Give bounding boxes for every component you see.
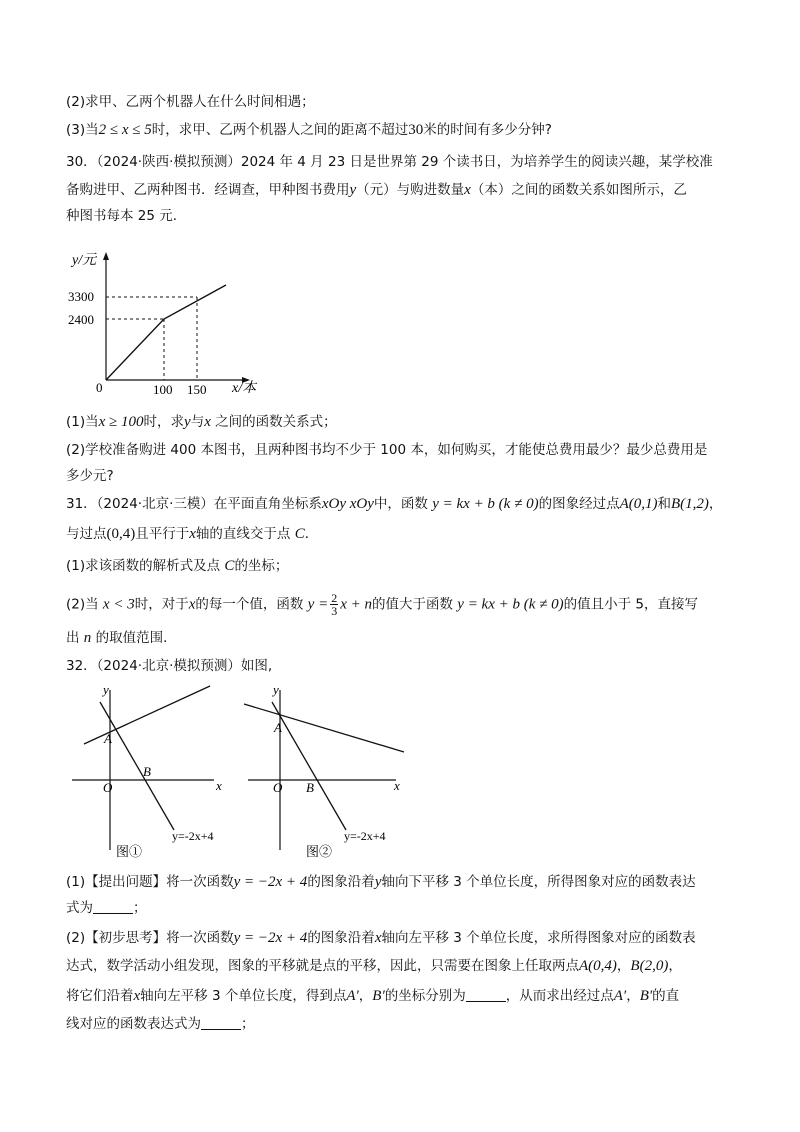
q30-part1 — [66, 412, 337, 432]
math: x — [133, 988, 141, 1004]
text: 轴的直线交于点 — [195, 526, 295, 542]
origin-label: O — [103, 780, 113, 795]
text: 的图象经过点 — [538, 496, 620, 512]
q32-figure-2 — [236, 680, 418, 864]
math: B′ — [639, 988, 653, 1004]
math: y — [184, 414, 191, 430]
point-B-label: B — [143, 764, 151, 779]
text: ， — [358, 988, 373, 1004]
text: 32．（2024·北京·模拟预测）如图, — [66, 658, 273, 674]
q31-part2-line2 — [66, 628, 177, 648]
falling-line — [100, 702, 174, 830]
text: 的取值范围． — [91, 630, 177, 646]
text: 米的时间有多少分钟? — [423, 122, 552, 138]
x-axis-label: x/本 — [232, 381, 257, 396]
point-B-label: B — [306, 780, 314, 795]
text: 的坐标分别为 — [384, 988, 466, 1004]
point-A-label: A — [104, 731, 112, 746]
q30-part2-line2 — [66, 466, 114, 486]
q30-stem-line1 — [66, 152, 713, 172]
math: y = −2x + 4 — [233, 874, 308, 890]
text: (1)求该函数的解析式及点 — [66, 558, 225, 574]
text: (2)当 — [66, 596, 103, 613]
math: y = — [307, 596, 329, 613]
math: x — [189, 526, 196, 542]
q31-part2-line1 — [66, 592, 698, 617]
text: 的每一个值，函数 — [195, 596, 308, 613]
text: ． — [304, 526, 319, 542]
text: 时，求 — [143, 414, 185, 430]
text: 时，对于 — [134, 596, 189, 613]
math: 30 — [408, 122, 424, 138]
text: 且平行于 — [135, 526, 190, 542]
text: （元）与购进数量 — [356, 182, 465, 198]
math: B(1,2) — [670, 496, 709, 512]
text: ， — [708, 496, 723, 512]
cost-line — [106, 285, 226, 380]
text: 线对应的函数表达式为 — [66, 1016, 201, 1032]
q30-stem-line3 — [66, 206, 186, 226]
q29-part3 — [66, 120, 552, 140]
tick-100: 100 — [153, 382, 173, 397]
y-label: y — [273, 682, 279, 697]
text: ， — [626, 988, 640, 1004]
math: A(0,1) — [619, 496, 658, 512]
q30-part2-line1 — [66, 440, 707, 460]
fraction — [330, 592, 338, 617]
text: 出 — [66, 630, 84, 646]
q32-stem — [66, 656, 272, 676]
origin-label: 0 — [96, 380, 103, 395]
math: B′ — [372, 988, 385, 1004]
x-label: x — [216, 778, 222, 793]
math: x — [374, 930, 382, 946]
math: A′ — [346, 988, 359, 1004]
tick-3300: 3300 — [68, 289, 94, 304]
math: y = −2x + 4 — [233, 930, 308, 946]
text: （本）之间的函数关系如图所示，乙 — [470, 182, 687, 198]
x-label: x — [394, 778, 400, 793]
text: 的值且小于 5，直接写 — [563, 596, 699, 613]
text: ，从而求出经过点 — [505, 988, 614, 1004]
q29-part2 — [66, 92, 315, 112]
text: 式为 — [66, 900, 93, 916]
figure-caption: 图② — [306, 844, 333, 859]
y-axis-arrow — [103, 252, 109, 260]
text: (3)当 — [66, 122, 99, 138]
math: xOy xOy — [321, 496, 374, 512]
math: x — [464, 182, 471, 198]
falling-line — [272, 702, 346, 830]
text: 的直 — [652, 988, 680, 1004]
q32-part2-line4 — [66, 1014, 255, 1034]
answer-blank[interactable] — [466, 987, 506, 1002]
text: 种图书每本 25 元． — [66, 208, 187, 224]
text: 之间的函数关系式； — [210, 414, 337, 430]
math: y — [374, 874, 382, 890]
text: 31．（2024·北京·三模）在平面直角坐标系 — [66, 496, 322, 512]
tick-2400: 2400 — [68, 312, 94, 327]
math: C — [224, 558, 235, 574]
text: (2)学校准备购进 400 本图书，且两种图书均不少于 100 本，如何购买，才能使总费用最少？最少总费用是 — [66, 442, 708, 458]
text: 将它们沿着 — [66, 988, 134, 1004]
denominator: 3 — [331, 604, 338, 618]
text: 时，求甲、乙两个机器人之间的距离不超过 — [151, 122, 409, 138]
text: ； — [133, 900, 147, 916]
y-axis-label: y/元 — [72, 253, 97, 268]
answer-blank[interactable] — [93, 899, 133, 914]
text: 轴向下平移 3 个单位长度，所得图象对应的函数表达 — [381, 874, 696, 890]
shallow-line — [244, 704, 404, 752]
math: B(2,0) — [630, 958, 669, 974]
math: C — [294, 526, 305, 542]
text: 与 — [190, 414, 205, 430]
math: x — [188, 596, 196, 613]
q29-part2-text: (2)求甲、乙两个机器人在什么时间相遇； — [66, 94, 315, 110]
y-label: y — [103, 682, 109, 697]
answer-blank[interactable] — [201, 1015, 241, 1030]
text: 和 — [657, 496, 671, 512]
math: A′ — [613, 988, 627, 1004]
math: x + n — [340, 596, 372, 613]
figure-caption: 图① — [116, 844, 143, 859]
math: y = kx + b (k ≠ 0) — [432, 496, 539, 512]
q32-figure-1 — [66, 680, 252, 864]
text: 的坐标； — [234, 558, 289, 574]
text: 的图象沿着 — [307, 930, 375, 946]
q31-stem-line2 — [66, 524, 318, 544]
line-equation-label: y=-2x+4 — [344, 829, 386, 843]
origin-label: O — [273, 780, 283, 795]
text: (1)当 — [66, 414, 99, 430]
text: 轴向左平移 3 个单位长度，得到点 — [140, 988, 347, 1004]
math: x < 3 — [102, 596, 135, 613]
q30-graph — [66, 244, 276, 400]
text: 轴向左平移 3 个单位长度，求所得图象对应的函数表 — [381, 930, 696, 946]
text: 与过点 — [66, 526, 107, 542]
q32-part2-line2 — [66, 956, 682, 976]
text: 的值大于函数 — [371, 596, 458, 613]
q32-part2-line1 — [66, 928, 696, 948]
math: x ≥ 100 — [98, 414, 144, 430]
text: ， — [616, 958, 631, 974]
math: 2 ≤ x ≤ 5 — [98, 122, 152, 138]
numerator: 2 — [331, 591, 338, 605]
q32-part2-line3 — [66, 986, 679, 1006]
math: x — [204, 414, 211, 430]
q31-part1 — [66, 556, 288, 576]
text: 30．（2024·陕西·模拟预测）2024 年 4 月 23 日是世界第 29 个读书日，为培养学生的阅读兴趣，某学校准 — [66, 154, 713, 170]
math: A(0,4) — [579, 958, 617, 974]
q32-part1-line1 — [66, 872, 696, 892]
math: (0,4) — [106, 526, 136, 542]
text: 的图象沿着 — [307, 874, 375, 890]
text: ， — [668, 958, 682, 974]
q31-stem-line1 — [66, 494, 722, 514]
math: y = kx + b (k ≠ 0) — [457, 596, 564, 613]
tick-150: 150 — [187, 382, 207, 397]
text: ； — [241, 1016, 255, 1032]
point-A-label: A — [274, 720, 282, 735]
math: n — [83, 630, 92, 646]
text: 达式，数学活动小组发现，图象的平移就是点的平移，因此，只需要在图象上任取两点 — [66, 958, 579, 974]
line-equation-label: y=-2x+4 — [172, 829, 214, 843]
q32-part1-line2 — [66, 898, 147, 918]
q30-stem-line2 — [66, 180, 687, 200]
text: 多少元? — [66, 468, 114, 484]
text: 备购进甲、乙两种图书．经调查，甲种图书费用 — [66, 182, 350, 198]
text: (2)【初步思考】将一次函数 — [66, 930, 234, 946]
text: (1)【提出问题】将一次函数 — [66, 874, 234, 890]
text: 中，函数 — [373, 496, 433, 512]
math: y — [349, 182, 357, 198]
